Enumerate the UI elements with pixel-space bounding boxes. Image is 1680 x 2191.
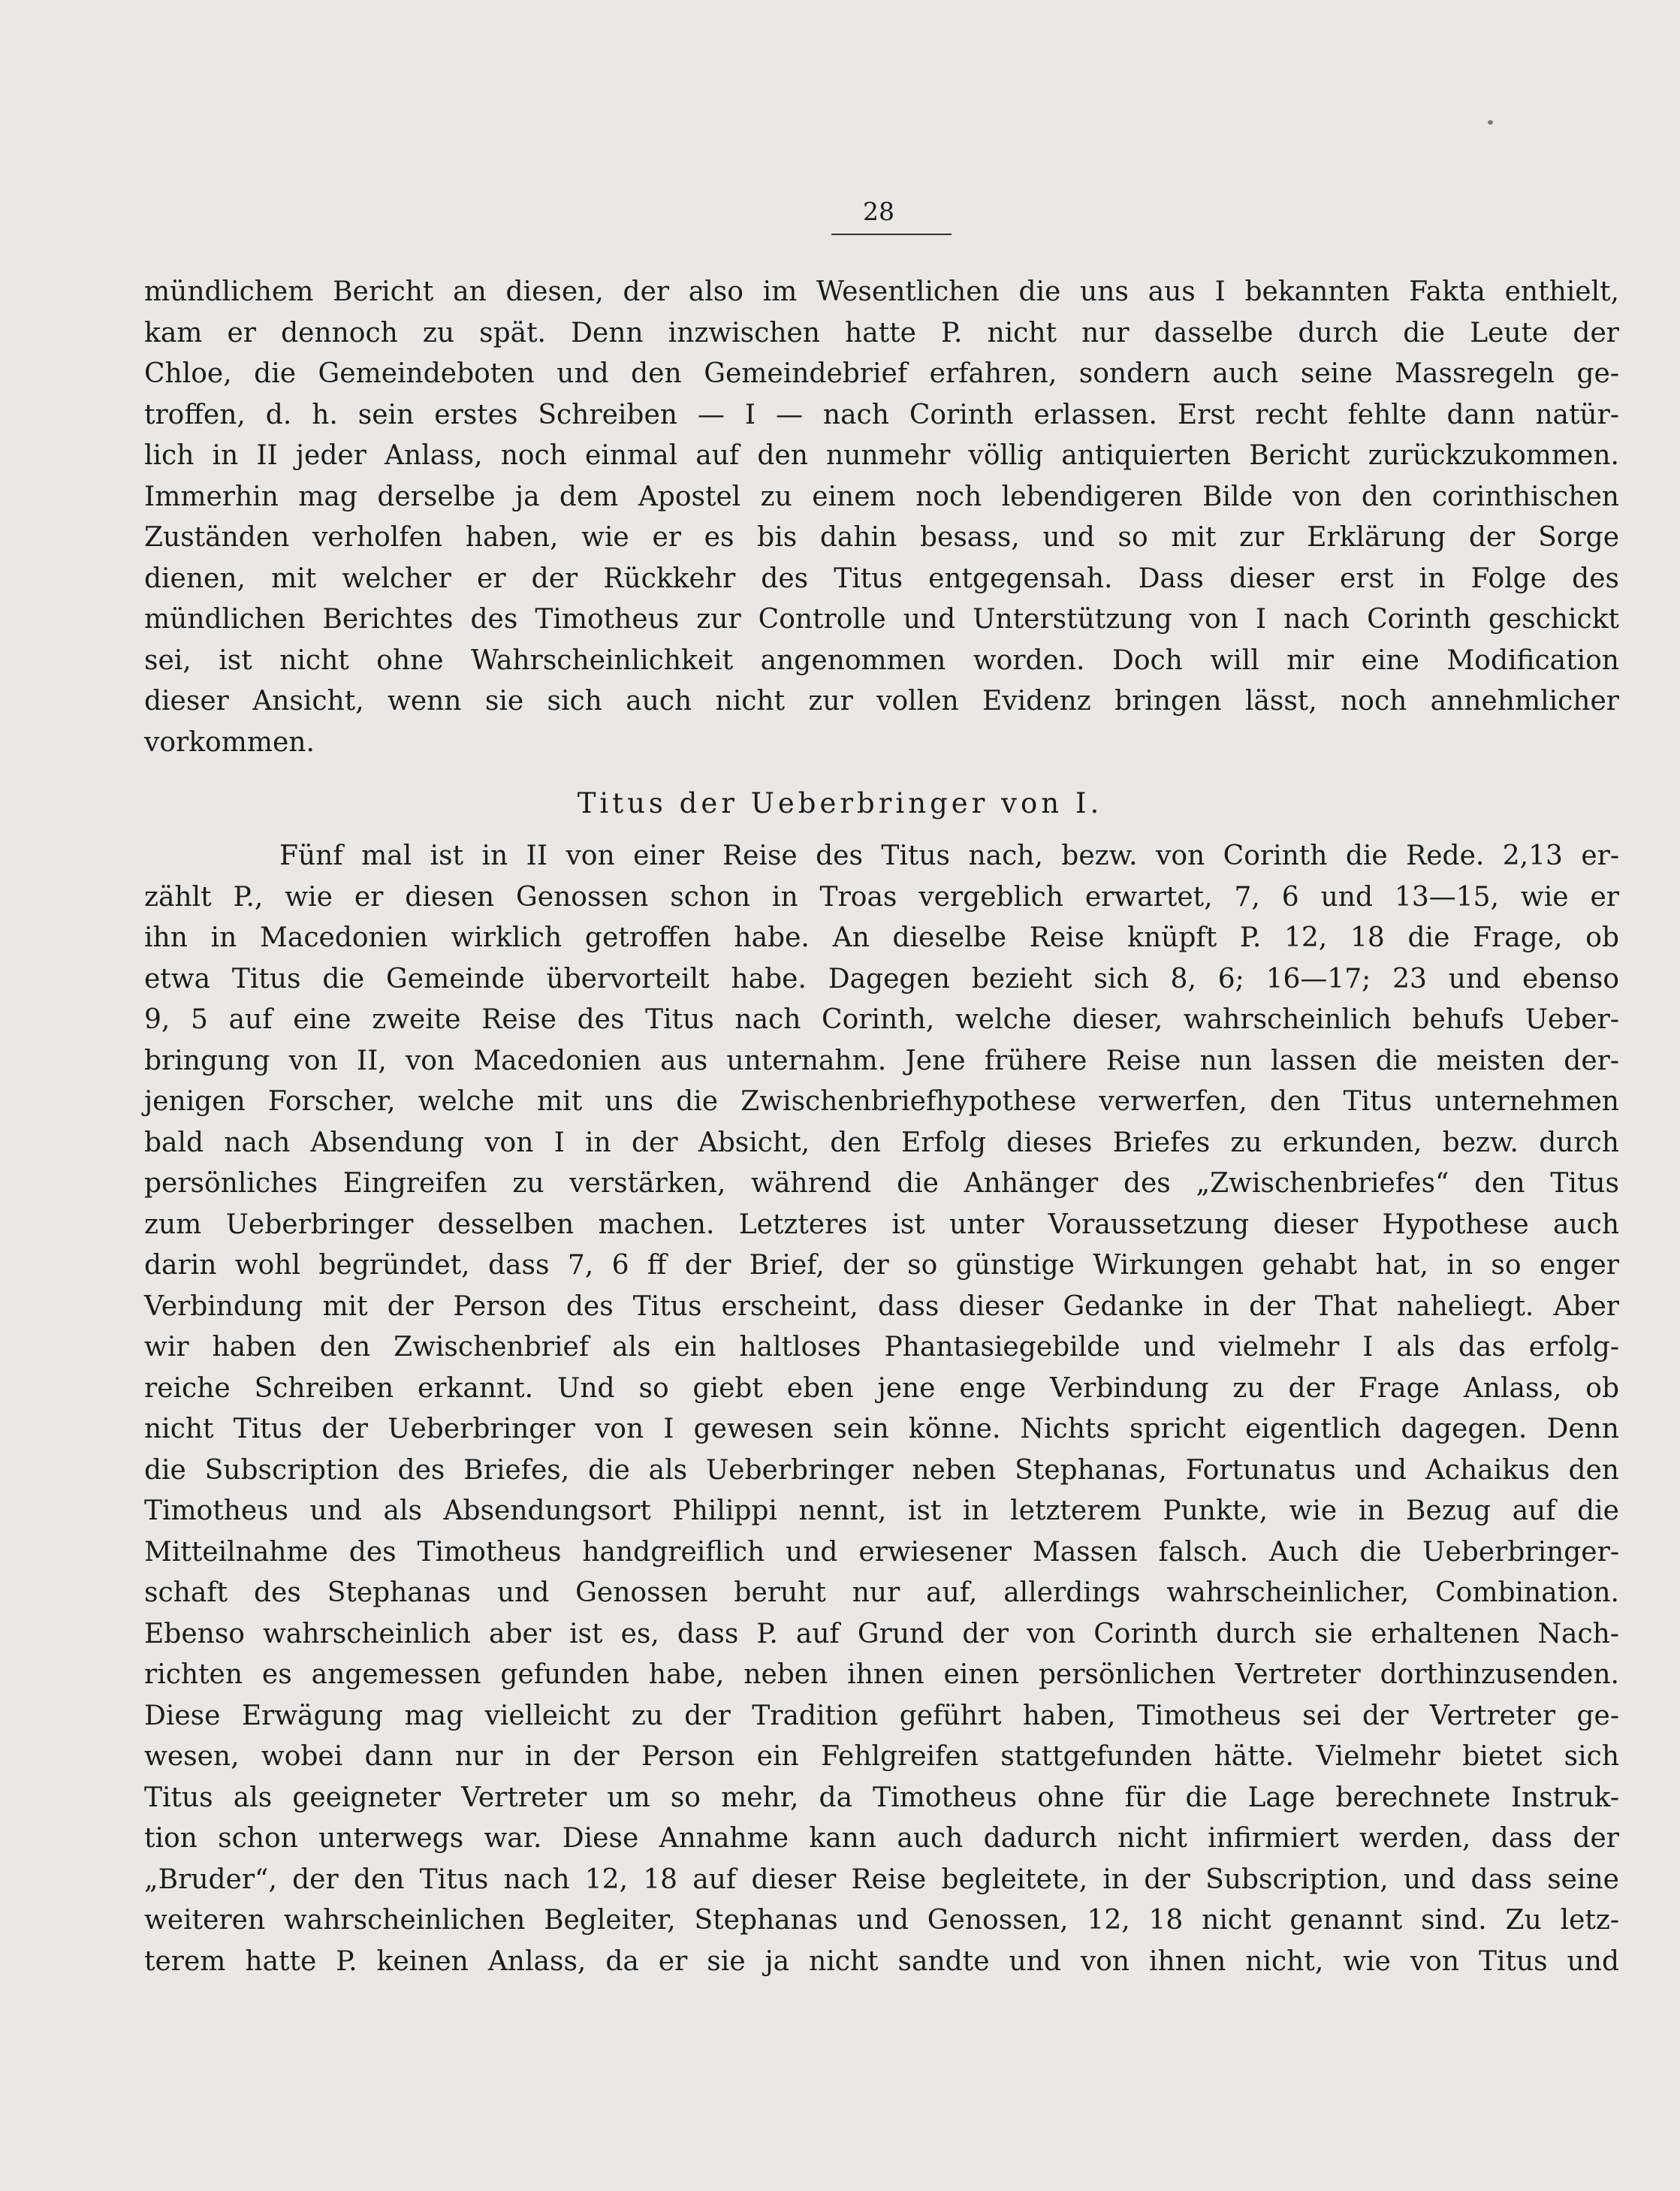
text-line: zählt P., wie er diesen Genossen schon in Troas vergeblich erwartet, 7, 6 und 13—15, wie er bbox=[144, 881, 1619, 913]
text-line: zum Ueberbringer desselben machen. Letzteres ist unter Voraussetzung dieser Hypothese auch bbox=[144, 1209, 1619, 1240]
text-line: weiteren wahrscheinlichen Begleiter, Stephanas und Genossen, 12, 18 nicht genannt sind. Zu letz- bbox=[144, 1905, 1619, 1936]
section-heading: Titus der Ueberbringer von I. bbox=[577, 787, 1103, 819]
page-number-rule bbox=[831, 234, 952, 235]
paragraph-1 bbox=[144, 272, 1619, 763]
text-line: wesen, wobei dann nur in der Person ein Fehlgreifen stattgefunden hätte. Vielmehr bietet sich bbox=[144, 1741, 1619, 1772]
text-line: „Bruder“, der den Titus nach 12, 18 auf dieser Reise begleitete, in der Subscription, und dass seine bbox=[144, 1864, 1619, 1895]
text-line: mündlichen Berichtes des Timotheus zur Controlle und Unterstützung von I nach Corinth geschickt bbox=[144, 604, 1619, 635]
text-line: Mitteilnahme des Timotheus handgreiflich und erwiesener Massen falsch. Auch die Ueberbringer- bbox=[144, 1536, 1619, 1568]
text-line: Fünf mal ist in II von einer Reise des Titus nach, bezw. von Corinth die Rede. 2,13 er- bbox=[279, 840, 1619, 871]
text-line: Ebenso wahrscheinlich aber ist es, dass P. auf Grund der von Corinth durch sie erhaltenen Nach- bbox=[144, 1618, 1619, 1649]
scan-speck bbox=[1488, 120, 1493, 125]
text-line: darin wohl begründet, dass 7, 6 ff der Brief, der so günstige Wirkungen gehabt hat, in so enger bbox=[144, 1250, 1619, 1281]
paragraph-2 bbox=[144, 836, 1619, 1982]
text-line: reiche Schreiben erkannt. Und so giebt eben jene enge Verbindung zu der Frage Anlass, ob bbox=[144, 1372, 1619, 1404]
text-line: wir haben den Zwischenbrief als ein haltloses Phantasiegebilde und vielmehr I als das erfolg- bbox=[144, 1332, 1619, 1363]
text-line: 9, 5 auf eine zweite Reise des Titus nach Corinth, welche dieser, wahrscheinlich behufs Ueber- bbox=[144, 1004, 1619, 1035]
text-line: richten es angemessen gefunden habe, neben ihnen einen persönlichen Vertreter dorthinzusenden. bbox=[144, 1659, 1619, 1690]
text-line: dieser Ansicht, wenn sie sich auch nicht zur vollen Evidenz bringen lässt, noch annehmlicher bbox=[144, 686, 1619, 717]
text-line: mündlichem Bericht an diesen, der also im Wesentlichen die uns aus I bekannten Fakta enthielt, bbox=[144, 276, 1619, 307]
text-line: kam er dennoch zu spät. Denn inzwischen hatte P. nicht nur dasselbe durch die Leute der bbox=[144, 317, 1619, 349]
text-line: etwa Titus die Gemeinde übervorteilt habe. Dagegen bezieht sich 8, 6; 16—17; 23 und ebenso bbox=[144, 963, 1619, 994]
text-line: troffen, d. h. sein erstes Schreiben — I — nach Corinth erlassen. Erst recht fehlte dann natür- bbox=[144, 399, 1619, 430]
text-line: ihn in Macedonien wirklich getroffen habe. An dieselbe Reise knüpft P. 12, 18 die Frage, ob bbox=[144, 922, 1619, 953]
text-line: nicht Titus der Ueberbringer von I gewesen sein könne. Nichts spricht eigentlich dagegen. Denn bbox=[144, 1414, 1619, 1444]
text-line: Chloe, die Gemeindeboten und den Gemeindebrief erfahren, sondern auch seine Massregeln ge- bbox=[144, 358, 1619, 389]
text-line: terem hatte P. keinen Anlass, da er sie ja nicht sandte und von ihnen nicht, wie von Titus und bbox=[144, 1945, 1619, 1977]
text-line: Verbindung mit der Person des Titus erscheint, dass dieser Gedanke in der That naheliegt. Aber bbox=[144, 1290, 1619, 1322]
text-line: Immerhin mag derselbe ja dem Apostel zu einem noch lebendigeren Bilde von den corinthischen bbox=[144, 481, 1619, 512]
text-line: vorkommen. bbox=[144, 726, 315, 758]
text-line: lich in II jeder Anlass, noch einmal auf den nunmehr völlig antiquierten Bericht zurückzukommen. bbox=[144, 440, 1619, 471]
text-line: bald nach Absendung von I in der Absicht, den Erfolg dieses Briefes zu erkunden, bezw. durch bbox=[144, 1127, 1619, 1158]
text-line: Timotheus und als Absendungsort Philippi nennt, ist in letzterem Punkte, wie in Bezug auf die bbox=[144, 1495, 1619, 1526]
text-line: dienen, mit welcher er der Rückkehr des Titus entgegensah. Dass dieser erst in Folge des bbox=[144, 563, 1619, 594]
page-number: 28 bbox=[863, 197, 894, 226]
text-line: sei, ist nicht ohne Wahrscheinlichkeit angenommen worden. Doch will mir eine Modification bbox=[144, 644, 1619, 676]
text-line: tion schon unterwegs war. Diese Annahme kann auch dadurch nicht infirmiert werden, dass der bbox=[144, 1823, 1619, 1854]
text-line: persönliches Eingreifen zu verstärken, während die Anhänger des „Zwischenbriefes“ den Titus bbox=[144, 1168, 1619, 1199]
text-line: die Subscription des Briefes, die als Ueberbringer neben Stephanas, Fortunatus und Achaikus den bbox=[144, 1454, 1619, 1486]
text-line: Diese Erwägung mag vielleicht zu der Tradition geführt haben, Timotheus sei der Vertreter ge- bbox=[144, 1700, 1619, 1731]
text-line: jenigen Forscher, welche mit uns die Zwischenbriefhypothese verwerfen, den Titus unternehmen bbox=[144, 1086, 1619, 1117]
text-line: Titus als geeigneter Vertreter um so mehr, da Timotheus ohne für die Lage berechnete Instruk- bbox=[144, 1782, 1619, 1813]
text-line: schaft des Stephanas und Genossen beruht nur auf, allerdings wahrscheinlicher, Combination. bbox=[144, 1577, 1619, 1608]
text-line: bringung von II, von Macedonien aus unternahm. Jene frühere Reise nun lassen die meisten der- bbox=[144, 1045, 1619, 1076]
text-line: Zuständen verholfen haben, wie er es bis dahin besass, und so mit zur Erklärung der Sorge bbox=[144, 522, 1619, 553]
